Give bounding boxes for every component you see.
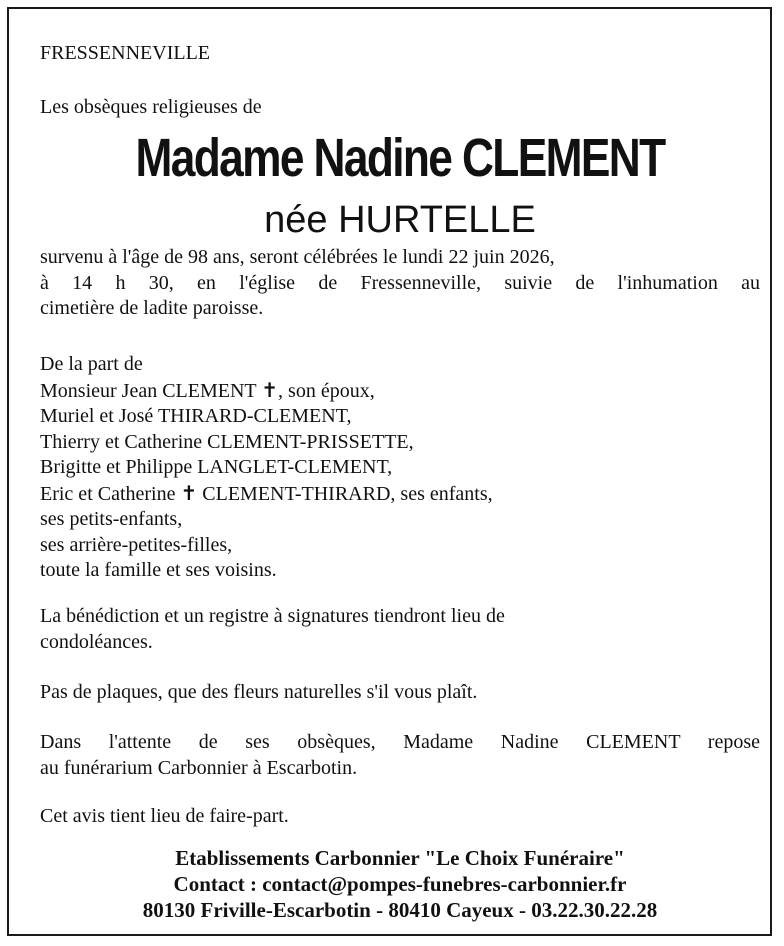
- funeral-home-footer: [40, 845, 760, 923]
- ceremony-line: cimetière de ladite paroisse.: [40, 297, 264, 319]
- deceased-name: Madame Nadine CLEMENT: [135, 128, 665, 188]
- family-child: Brigitte et Philippe LANGLET-CLEMENT,: [40, 456, 393, 478]
- maiden-name: née HURTELLE: [264, 199, 536, 241]
- cross-icon: ✝: [180, 480, 198, 505]
- cross-icon: ✝: [261, 377, 279, 402]
- intro-text: Les obsèques religieuses de: [40, 96, 262, 118]
- family-child: Thierry et Catherine CLEMENT-PRISSETTE,: [40, 430, 414, 453]
- blessing-line: La bénédiction et un registre à signatures tiendront lieu de: [40, 605, 505, 627]
- husband-relation: , son époux,: [278, 379, 375, 402]
- town-name: FRESSENNEVILLE: [40, 42, 210, 64]
- rest-paragraph: [40, 730, 760, 781]
- family-child: Muriel et José THIRARD-CLEMENT,: [40, 405, 352, 427]
- family-others: toute la famille et ses voisins.: [40, 559, 277, 581]
- contact-line: Contact : contact@pompes-funebres-carbonnier.fr: [173, 872, 627, 896]
- family-paragraph: [40, 352, 760, 584]
- blessing-line: condoléances.: [40, 630, 153, 653]
- husband-name: Monsieur Jean CLEMENT: [40, 379, 257, 402]
- family-great-grandchildren: ses arrière-petites-filles,: [40, 533, 233, 556]
- ceremony-line: survenu à l'âge de 98 ans, seront célébrées le lundi 22 juin 2026,: [40, 246, 555, 268]
- blessing-paragraph: [40, 604, 760, 655]
- ceremony-paragraph: [40, 245, 760, 322]
- rest-line: Dans l'attente de ses obsèques, Madame Nadine CLEMENT repose: [40, 731, 760, 753]
- rest-line: au funérarium Carbonnier à Escarbotin.: [40, 756, 358, 779]
- flowers-line: Pas de plaques, que des fleurs naturelles s'il vous plaît.: [40, 681, 478, 703]
- address-line: 80130 Friville-Escarbotin - 80410 Cayeux - 03.22.30.22.28: [142, 898, 658, 922]
- ceremony-line: à 14 h 30, en l'église de Fressenneville, suivie de l'inhumation au: [40, 271, 760, 294]
- family-child: [40, 481, 760, 508]
- child-surname: CLEMENT-THIRARD, ses enfants,: [202, 482, 493, 505]
- faire-part-paragraph: [40, 804, 760, 830]
- company-name: Etablissements Carbonnier "Le Choix Funéraire": [175, 846, 625, 870]
- flowers-paragraph: [40, 680, 760, 706]
- notice-frame: [7, 7, 772, 936]
- family-grandchildren: ses petits-enfants,: [40, 508, 183, 530]
- family-husband: [40, 378, 760, 405]
- child-names: Eric et Catherine: [40, 482, 176, 505]
- faire-part-line: Cet avis tient lieu de faire-part.: [40, 805, 289, 827]
- family-heading: De la part de: [40, 353, 143, 375]
